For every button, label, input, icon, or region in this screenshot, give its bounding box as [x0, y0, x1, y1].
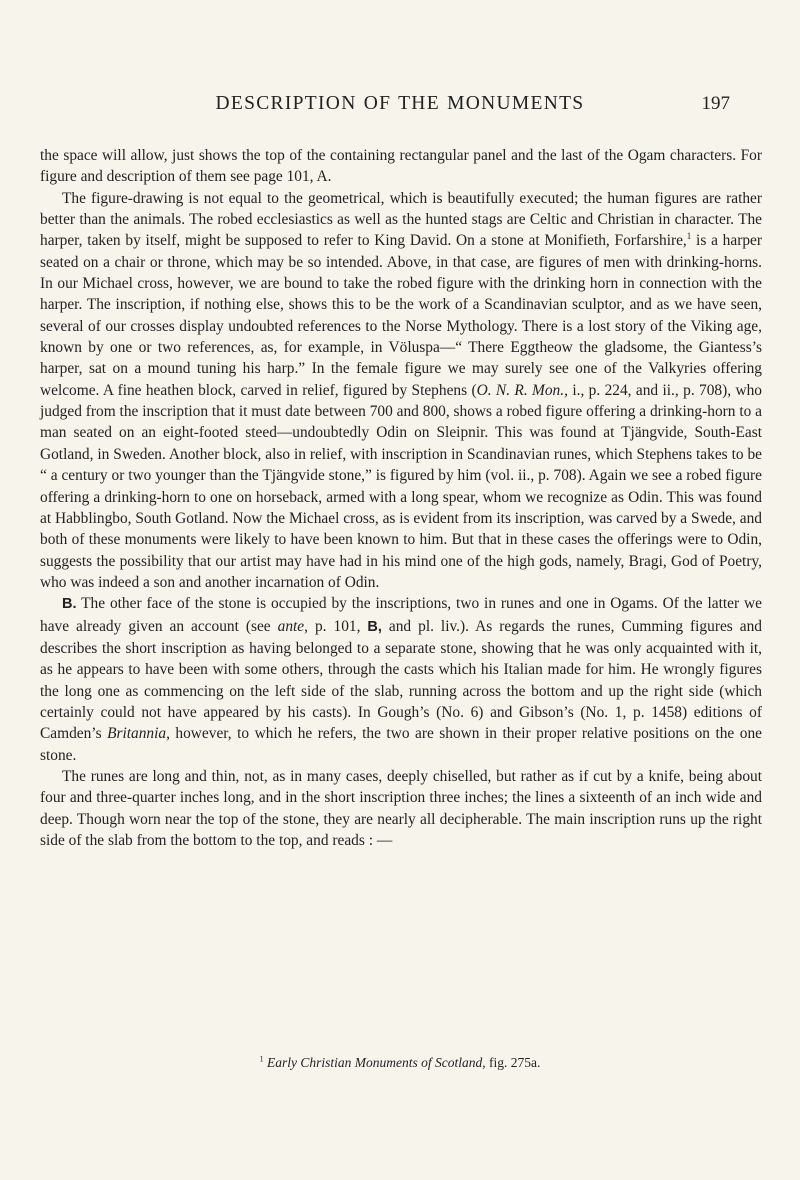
- britannia-title: Britannia: [107, 725, 167, 743]
- footnote-number: 1: [259, 1054, 264, 1064]
- paragraph-1-text: the space will allow, just shows the top of the containing rectangular panel and the last of the Ogam characters. For figure and description of them see page 101, A.: [40, 147, 762, 186]
- body-text: [40, 145, 762, 851]
- paragraph-3-part-c: and pl. liv.). As regards the runes, Cumming figures and describes the short inscription as having belonged to a separate stone, showing that he was only acquainted with it, as he appears to have been with some others, through the casts which his Italian made for him. He wrongly figures the long one as commencing on the left side of the slab, running across the bottom and up the right side (which certainly could not have appeared by his casts). In Gough’s (No. 6) and Gibson’s (No. 1, p. 1458) editions of Camden’s: [40, 617, 762, 743]
- paragraph-3: [40, 593, 762, 766]
- paragraph-3-part-d: , however, to which he refers, the two are shown in their proper relative positions on the one stone.: [40, 725, 762, 764]
- paragraph-4-text: The runes are long and thin, not, as in many cases, deeply chiselled, but rather as if cut by a knife, being about four and three-quarter inches long, and in the short inscription three inches; the lines a sixteenth of an inch wide and deep. Though worn near the top of the stone, they are nearly all decipherable. The main inscription runs up the right side of the slab from the bottom to the top, and reads : —: [40, 767, 762, 849]
- paragraph-2-part-a: The figure-drawing is not equal to the geometrical, which is beautifully executed; the human figures are rather better than the animals. The robed ecclesiastics as well as the hunted stags are Celtic and Christian in character. The harper, taken by itself, might be supposed to refer to King David. On a stone at Monifieth, Forfarshire,: [40, 189, 762, 250]
- ante-reference: ante: [277, 617, 305, 635]
- footnote-rest: , fig. 275a.: [482, 1055, 541, 1070]
- page-number: 197: [701, 93, 730, 114]
- paragraph-4: [40, 766, 762, 851]
- paragraph-2-part-b: is a harper seated on a chair or throne, which may be so intended. Above, in that case, are figures of men with drinking-horns. In our Michael cross, however, we are bound to take the robed figure with the drinking horn in connection with the harper. The inscription, if nothing else, shows this to be the work of a Scandinavian sculptor, and as we have seen, several of our crosses display undoubted references to the Norse Mythology. There is a lost story of the Viking age, known by one or two references, as, for example, in Völuspa—“ There Eggtheow the gladsome, the Giantess’s harper, sat on a mound tuning his harp.” In the female figure we may surely see one of the Valkyries offering welcome. A fine heathen block, carved in relief, figured by Stephens (: [40, 232, 762, 399]
- footnote: [0, 1055, 800, 1071]
- page-header: [0, 93, 800, 123]
- paragraph-2-part-c: , i., p. 224, and ii., p. 708), who judged from the inscription that it must date between 700 and 800, shows a robed figure offering a drinking-horn to a man seated on an eight-footed steed—undoubtedly Odin on Sleipnir. This was found at Tjängvide, South-East Gotland, in Sweden. Another block, also in relief, with inscription in Scandinavian runes, which Stephens takes to be “ a century or two younger than the Tjängvide stone,” is figured by him (vol. ii., p. 708). Again we see a robed figure offering a drinking-horn to one on horseback, armed with a long spear, whom we recognize as Odin. This was found at Habblingbo, South Gotland. Now the Michael cross, as is evident from its inscription, was carved by a Swede, and both of these monuments were likely to have been known to him. But that in these cases the offerings were to Odin, suggests the possibility that our artist may have had in his mind one of the high gods, namely, Bragi, God of Poetry, who was indeed a son and another incarnation of Odin.: [40, 381, 762, 591]
- footnote-title: Early Christian Monuments of Scotland: [267, 1055, 483, 1070]
- section-label-b-ref: B,: [367, 618, 382, 635]
- citation-title: O. N. R. Mon.: [476, 381, 565, 399]
- section-label-b: B.: [62, 596, 77, 613]
- footnote-reference: 1: [686, 231, 692, 242]
- paragraph-2: [40, 188, 762, 594]
- paragraph-3-part-b: , p. 101,: [304, 617, 368, 635]
- paragraph-1: [40, 145, 762, 188]
- paragraph-3-part-a: The other face of the stone is occupied by the inscriptions, two in runes and one in Ogams. Of the latter we have already given an account (see: [40, 595, 762, 635]
- running-head: DESCRIPTION OF THE MONUMENTS: [215, 93, 585, 114]
